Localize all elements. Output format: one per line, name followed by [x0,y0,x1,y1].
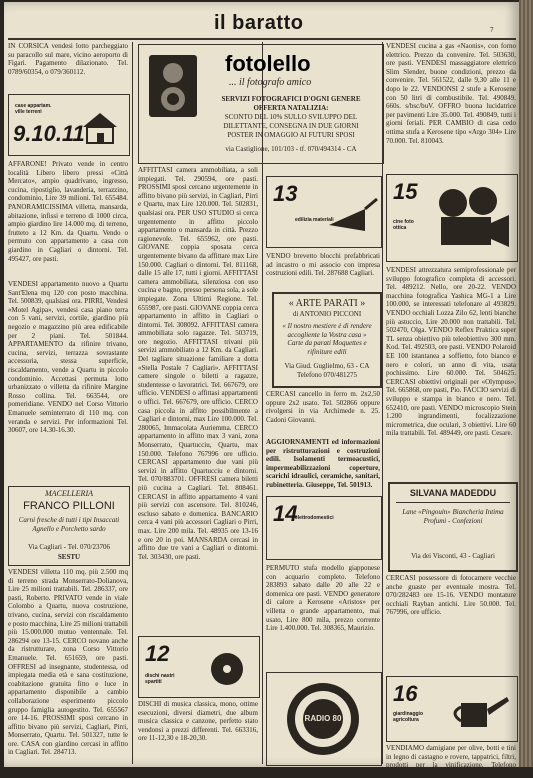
ad-address: Via dei Visconti, 43 - Cagliari [411,552,495,560]
category-box-edilizia [266,176,382,248]
category-label: cine foto ottica [393,219,414,231]
category-box-elettrodomestici [266,496,382,560]
classified-ad: VENDESI appartamento nuovo a Quartu Sant'Elena mq 120 con posto macchina. Tel. 500839, qualsiasi ora. PIRRI, Vendesi «Motel Agipa», vendesi casa piano terra con 5 vani, servizi, cortile, giardino più negozio e magazzino più area edificabile per 2 piani. Tel. 501844. APPARTAMENTO da rifinire trivano, cucina, servizi, terrazza sovrastante accessoria, stessa superficie, riscaldamento, vende a Quartu in piccolo condominio. Accettasi permuta lotto urbanizzato o villetta da rifinire Margine Rosso collina. Tel. 663544, ore pomeridiane. VENDO nel Corso Vittorio Emanuele seminterrato di 110 mq. con veranda e servizi. Per informazioni Tel. 30607, ore 14.30-16.30. [8,280,128,435]
classified-ad: VENDESI cucina a gas «Naonis», con forno elettrico. Prezzo da convenire. Tel. 503630, ore pasti. VENDESI massaggiatore elettrico Slim Slender, buone condizioni, prezzo da convenire. Tel. 561522, dalle 9,30 alle 11 e dopo le 22. VENDONSI 2 stufe a Kerosene con 50 litri di combustibile. Tel. 490849. 660s. s/bsc/buV. OFFRO buona lucidatrice per pavimenti Lire 35.000. Tel. 490849, tutti i giorni feriali. PER CAMBIO di casa cedo ottima stufa a Kerosene tipo «Argo 304» Lire 70.000. Tel. 810043. [386,42,516,145]
ad-body: « Il nostro mestiere è di rendere accogliente la Vostra casa » Carte da parati Moquettes e rifiniture edili [282,322,372,356]
classified-ad: DISCHI di musica classica, mono, ottime esecuzioni, diversi diametri, due album musica classica e canzone, perfetto stato vendonsi a prezzi differenti. Tel. 663316, ore 11-12,30 e 18-20,30. [138,700,258,743]
fotolello-logo: fotolello [225,51,311,76]
book-edge [519,0,533,767]
arte-parati-ad [272,292,382,388]
classified-ad: AFFITTASI camera ammobiliata, a soli impiegati. Tel. 290594, ore pasti. PROSSIMI sposi cercano urgentemente in affitto bivano più servizi, in Cagliari, Pirri e Quartu, max Lire 120.000. Tel. 502831, qualsiasi ora. PER USO STUDIO si cerca urgentemente in affitto piccolo appartamento o mansarda in città. Prezzo ragionevole. Tel. 655962, ore pasti. GIOVANE coppia sposata cerca urgentemente bivano da affittare max Lire 150.000. Cagliari o dintorni. Tel. 811168, dalle 15 alle 17, tutti i giorni. AFFITTASI camera ammobiliata, silenziosa con uso cucina e bagno, presso persona sola, a sole impiegate. Zona Ultimi Regione. Tel. 655987, ore pasti. GIOVANE coppia cerca appartamento in affitto in Cagliari o dintorni. Tel. 308092. AFFITTASI camera ammobiliata solo ragazze. Tel. 503719, ore negozio. AFFITTASI trivani più servizi ammobiliato a 12 Km. da Cagliari. Del tagliare situazione familiare a dotta «Stella Postale 7 Cagliari». AFFITTASI camere singole o biletti a ragazze, studentesse o lavoratrici. Tel. 667679, ore ufficio. VENDESI o affittasi appartamenti o uffici. Tel. 667679, ore ufficio. CERCO casa piccola in affitto possibilmente a Cagliari e dintorni, max Lire 100.000. Tel. 280065, Immacolata Auriemma. CERCO appartamento in affitto max 3 vani, zona Monserrato, Quartucciu, Quartu, max 150.000. Telefono 767996 ore ufficio. CERCASI appartamento due vani più servizi in affitto Quartucciu e dintorni. Tel. 070/883701. OFFRESI camera biletti più cucina a Cagliari. Tel. 808461. CERCASI in affitto appartamento 4 vani più servizi con ascensore. Tel. 810246, escluso sabato e domenica. BANCARIO cerca 4 vani più accessori Cagliari o Pirri, max. Lire 200 mila. Tel. 48935 ore 13-16 e ore 20 in poi. MANSARDA cercasi in affitto due tre vani a Cagliari o dintorni. Tel. 303430, ore pasti. [138,166,258,561]
movie-camera-icon [427,183,511,255]
house-icon [79,109,121,145]
category-label: edilizia materiali [295,217,334,223]
newspaper-page [4,2,519,778]
category-label: elettrodomestici [295,515,334,521]
classified-ad: AGGIORNAMENTI ed informazioni per ristrutturazioni e costruzioni edili. Isolamenti termoacustici, impermeabilizzazioni coperture, scarichi idraulici, ceramiche, sanitari, rubinetteria. Giuseppe, Tel. 501913. [266,438,380,489]
fotolello-ad [138,44,384,164]
category-box-dischi [138,636,260,698]
category-label: dischi nastri spartiti [145,673,175,685]
column-divider [132,42,133,764]
classified-ad: PERMUTO stufa modello giapponese con acquario completo. Telefono 283893 sabato dalle 20 alle 22 e domenica ore pasti. VENDO generatore di calore a Kerosene «Aristos» per villetta o grande appartamento, mai usato, Lire 800 mila, prezzo corrente Lire 1.400.000. Tel. 308365, Maurizio. [266,564,380,633]
category-number: 14 [273,501,298,526]
page-number: 7 [490,26,494,34]
ad-body: Carni fresche di tutti i tipi Insaccati Agnello e Porchetto sardo [18,516,120,533]
fotolello-line4: POSTER IN OMAGGIO AI FUTURI SPOSI [227,131,355,139]
madeddu-ad [388,482,518,572]
classified-ad: VENDESI attrezzatura semiprofessionale per sviluppo fotografico completa di accessori. Tel. 489212. Nello, ore 20-22. VENDO macchina fotografica Yashica MG-1 a Lire 100.000, se interessati telefonare al 493829. VENDO occhiali Lozza Zilo 62, lenti bianche più astuccio, Lire 20.000 non trattabili. Tel. 502470, Olga. VENDO Reflex Praktica super TL senza obiettivo più teleobiettivo 300 mm. Kod. Tel. 492503, ore pasti. VENDO Polaroid EE 100 istantanea a soffietto, foto bianco e nero e colori, un anno di vita, usata pochissimo. Lire 60.000. Tel. 504625. CERCASI obiettivi originali per «Olympus». Tel. 665868, ore pasti, Pio. FACCIO servizi di sviluppo e stampa in bianco e nero. Tel. 652410, ore pasti. VENDO microscopio Stein 1.200 ingrandimenti, focalizzazione micrometrica, due oculari, 3 obiettivi. Lire 60 mila trattabili. Tel. 489449, ore pasti. Cesare. [386,266,516,438]
fotolello-line3: SCONTO DEL 10% SULLO SVILUPPO DEL DILETTANTE, CONSEGNA IN DUE GIORNI [223,113,359,130]
category-number: 12 [145,641,170,666]
category-label: giardinaggio agricoltura [393,711,423,723]
pilloni-ad [8,486,130,566]
classified-ad: VENDESI villetta 110 mq. più 2.500 mq di terreno strada Monserrato-Dolianova, Lire 25 milioni trattabili. Tel. 286337, ore pasti, Roberto. PRIVATO vende in viale Colombo a Quartu, nuova costruzione, trivano, cucina, servizi con riscaldamento e posto macchina, Lire 25 milioni trattabili più 15.000.000 mutuo ventennale. Tel. 286294 ore 13-15. CERCO novano anche da ristrutturare, zona Corso Vittorio Emanuele. Tel. 651659, ore pasti. OFFRESI ad insegnante, studentessa, od impiegata media età e sana costituzione, coabitazione gratuita fitto e luce in appartamento disponibile a cambio collaborazione esperimento piccolo gruppo famiglia autogestito. Tel. 655567 ore 14-16. PROSSIMI sposi cercano in affitto bivano più servizi, Cagliari, Pirri, Monserrato, Quartu. Tel. 501327, tutte le ore. CASA con giardino cercasi in affitto in Cagliari. Tel. 284713. [8,568,128,757]
header-rule [8,38,516,40]
ad-name: SILVANA MADEDDU [409,488,497,498]
classified-ad: CERCASI cancello in ferro m. 2x2,50 oppure 2x2 usato. Tel. 502866 oppure rivolgersi in via Archimede n. 25. Cadoni Giovanni. [266,390,380,424]
radio-label: RADIO 80 [304,714,342,723]
radio-80-ad [266,672,382,766]
category-box-cine-foto [386,174,518,262]
ad-name: FRANCO PILLONI [23,500,115,512]
ad-title: « ARTE PARATI » [288,298,366,309]
ad-rule [396,502,510,503]
page-title: il baratto [214,12,304,34]
ad-city: SESTU [57,553,81,561]
ad-address: Via Cagliari - Tel. 070/23706 [28,543,110,551]
ad-address: Via Giud. Guglielmo, 63 - CA Telefono 070/481275 [284,362,370,379]
classified-ad: VENDO brevetto blocchi prefabbricati ad incastro o mi associo con impresa costruzioni edili. Tel. 287688 Cagliari. [266,252,380,278]
fotolello-address: via Castiglione, 101/103 - tf. 070/494314 - CA [225,145,357,153]
classified-ad: IN CORSICA vendesi lotto parcheggiato su paracollo sul mare, vicino aeroporto di Figari. Pagamento dilazionato. Tel. 0789/60354, o 079/360112. [8,42,128,76]
fotolello-line2: OFFERTA NATALIZIA: [253,104,329,112]
category-label: case appartam. ville terreni [15,103,52,115]
category-number: 16 [393,681,418,706]
trowel-icon [325,195,379,235]
watering-can-icon [447,689,511,733]
category-number: 15 [393,179,418,204]
fotolello-tagline: ... il fotografo amico [229,77,312,88]
classified-ad: VENDIAMO damigiane per olive, botti e tini in legno di castagno e rovere, tappatrici, filtri, prodotti per la vinificazione. Telefono 560286. [386,744,516,778]
category-box-case [8,94,130,156]
classified-ad: CERCASI possessore di fotocamere vecchie anche guaste per eventuale mostra. Tel. 070/282483 ore 15-16. VENDO montature occhiali Rayban antichi. Lire 50.000. Tel. 767996, ore ufficio. [386,574,516,617]
category-number: 9.10.11 [13,121,85,146]
category-number: 13 [273,181,298,206]
ad-category: MACELLERIA [45,489,93,498]
camera-icon [145,51,201,121]
category-box-giardinaggio [386,676,518,742]
record-icon [209,651,245,687]
ad-owner: di ANTONIO PICCONI [292,310,362,318]
classified-ad: AFFARONE! Privato vende in centro località Libero libero pressi «Città Mercato», ampio quadrivano, ingresso, cucina, ripostiglio, lavanderia, terrazzino, condominio, Lire 39 milioni. Tel. 655484. PANORAMICISSIMA villetta, mansarda, abitazione, infissi e terreno di 1000 circa, ampio giardino lire 14.000 mq. di terreno, frutteto a 12 Km. da Quartu. Vendo o permuto con appartamento a casa con giardino in Cagliari o dintorni. Tel. 495427, ore pasti. [8,160,128,263]
ad-body: Lane «Pingouin» Biancheria Intima Profumi - Confezioni [402,508,504,525]
fotolello-line1: SERVIZI FOTOGRAFICI D'OGNI GENERE [221,95,361,103]
